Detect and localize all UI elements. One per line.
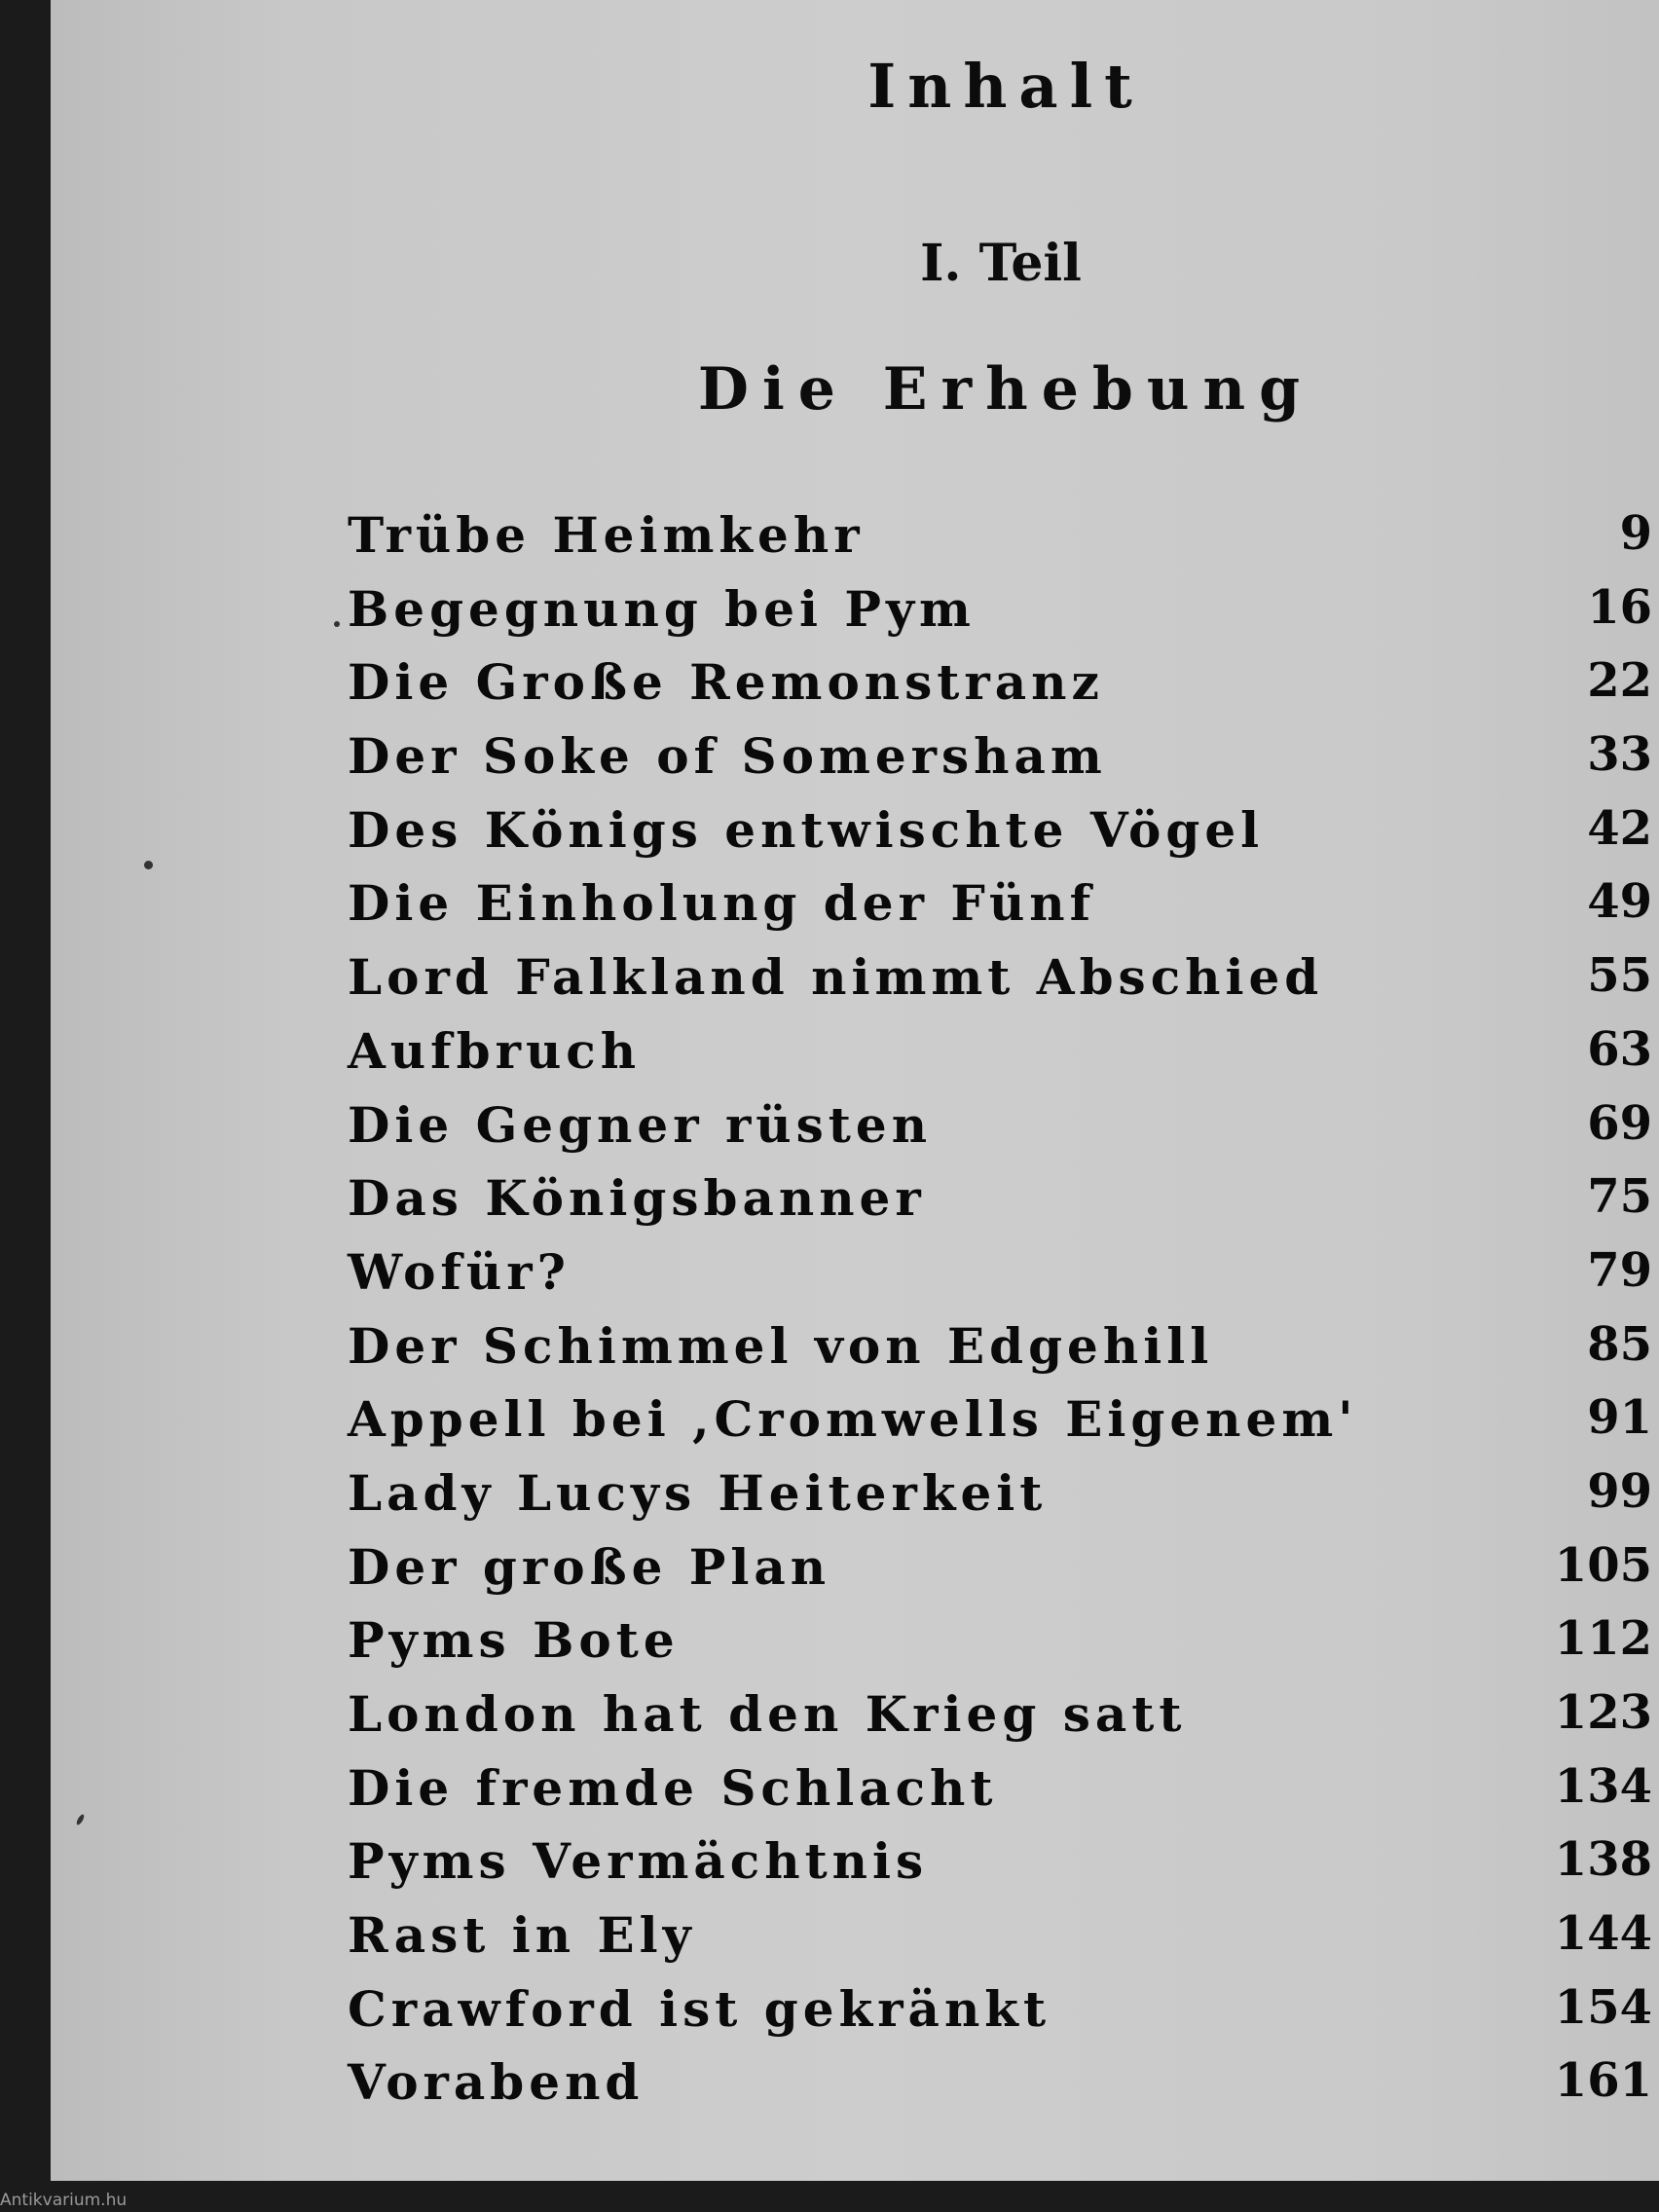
toc-entry-page: 75 — [1587, 1169, 1652, 1225]
toc-entry-title: Lady Lucys Heiterkeit — [348, 1463, 1048, 1522]
toc-entry-page: 134 — [1554, 1758, 1652, 1814]
toc-entry — [348, 801, 1652, 875]
toc-entry-title: Appell bei ,Cromwells Eigenem' — [348, 1390, 1358, 1449]
toc-entry-title: Die Gegner rüsten — [348, 1095, 933, 1154]
toc-entry — [348, 1022, 1652, 1096]
toc-entry-page: 85 — [1587, 1316, 1652, 1372]
toc-entry-title: Die fremde Schlacht — [348, 1758, 998, 1817]
toc-entry-title: Lord Falkland nimmt Abschied — [348, 948, 1324, 1007]
toc-entry — [348, 1685, 1652, 1759]
toc-entry — [348, 1759, 1652, 1833]
watermark-text: Antikvarium.hu — [0, 2191, 128, 2210]
toc-entry-page: 99 — [1587, 1463, 1652, 1519]
toc-entry-page: 55 — [1587, 948, 1652, 1004]
toc-entry-title: Rast in Ely — [348, 1906, 696, 1965]
toc-entry — [348, 1243, 1652, 1317]
toc-entry-page: 16 — [1587, 579, 1652, 635]
toc-entry — [348, 1096, 1652, 1170]
toc-entry-page: 154 — [1554, 1979, 1652, 2035]
toc-entry — [348, 727, 1652, 801]
toc-entry-page: 79 — [1587, 1242, 1652, 1298]
toc-entry-title: Der große Plan — [348, 1537, 831, 1596]
toc-entry — [348, 1317, 1652, 1391]
toc-entry — [348, 1980, 1652, 2054]
toc-entry — [348, 580, 1652, 654]
toc-entry — [348, 653, 1652, 727]
toc-entry-page: 63 — [1587, 1021, 1652, 1077]
toc-entry — [348, 1832, 1652, 1906]
toc-entry-title: Die Große Remonstranz — [348, 653, 1104, 712]
toc-entry-title: Wofür? — [348, 1242, 571, 1301]
toc-entry-page: 22 — [1587, 653, 1652, 709]
section-heading: Die Erhebung — [697, 355, 1314, 424]
toc-entry — [348, 2053, 1652, 2127]
toc-entry-title: Begegnung bei Pym — [348, 579, 976, 638]
toc-entry — [348, 1906, 1652, 1980]
toc-entry-page: 69 — [1587, 1095, 1652, 1151]
toc-entry — [348, 874, 1652, 948]
table-of-contents — [348, 506, 1652, 2127]
toc-entry-page: 91 — [1587, 1390, 1652, 1446]
paper-speck — [334, 621, 340, 627]
toc-entry-title: Das Königsbanner — [348, 1169, 926, 1228]
toc-entry — [348, 1169, 1652, 1243]
toc-entry-title: Der Soke of Somersham — [348, 727, 1107, 786]
page-title: Inhalt — [867, 51, 1144, 122]
toc-entry-title: London hat den Krieg satt — [348, 1685, 1187, 1743]
toc-entry-title: Vorabend — [348, 2053, 645, 2112]
toc-entry-title: Des Königs entwischte Vögel — [348, 800, 1265, 859]
toc-entry — [348, 1611, 1652, 1685]
toc-entry-page: 144 — [1554, 1906, 1652, 1962]
toc-entry — [348, 1390, 1652, 1464]
toc-entry-title: Pyms Vermächtnis — [348, 1832, 929, 1891]
toc-entry — [348, 948, 1652, 1022]
toc-entry — [348, 1464, 1652, 1538]
toc-entry — [348, 506, 1652, 580]
paper-speck — [75, 1814, 85, 1826]
part-heading: I. Teil — [920, 234, 1082, 293]
toc-entry-title: Die Einholung der Fünf — [348, 874, 1096, 933]
toc-entry-page: 9 — [1619, 506, 1652, 561]
toc-entry-title: Pyms Bote — [348, 1611, 680, 1670]
toc-entry-page: 105 — [1554, 1537, 1652, 1593]
toc-entry-title: Trübe Heimkehr — [348, 506, 865, 564]
toc-entry-title: Crawford ist gekränkt — [348, 1979, 1051, 2038]
toc-entry-page: 33 — [1587, 727, 1652, 783]
paper-speck — [144, 861, 153, 869]
book-page — [51, 0, 1659, 2181]
toc-entry-page: 123 — [1554, 1685, 1652, 1740]
toc-entry-page: 112 — [1554, 1611, 1652, 1667]
toc-entry-title: Der Schimmel von Edgehill — [348, 1316, 1214, 1375]
toc-entry-page: 161 — [1554, 2053, 1652, 2109]
toc-entry-page: 49 — [1587, 874, 1652, 930]
toc-entry-page: 42 — [1587, 800, 1652, 856]
toc-entry-title: Aufbruch — [348, 1021, 642, 1080]
toc-entry-page: 138 — [1554, 1832, 1652, 1888]
toc-entry — [348, 1538, 1652, 1612]
